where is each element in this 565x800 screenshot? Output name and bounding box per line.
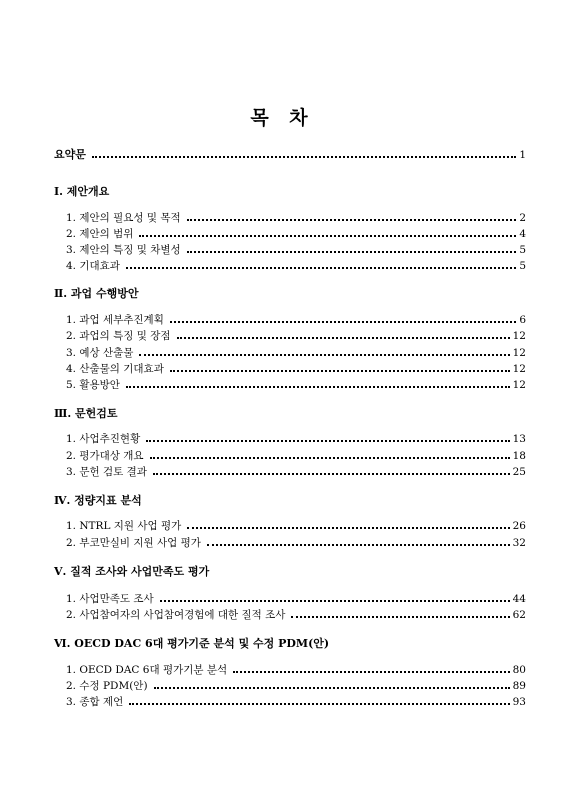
toc-entry-label: 3. 문헌 검토 결과 xyxy=(66,466,147,478)
leader-dots xyxy=(187,219,516,221)
leader-dots xyxy=(160,600,510,602)
toc-entry-page: 62 xyxy=(512,609,526,621)
toc-entry[interactable] xyxy=(0,536,565,550)
toc-entry-page: 26 xyxy=(512,520,526,532)
section-heading-label: Ⅵ. OECD DAC 6대 평가기준 분석 및 수정 PDM(안) xyxy=(54,637,330,650)
toc-entry[interactable] xyxy=(0,378,565,392)
toc-entry-page: 5 xyxy=(519,244,526,256)
toc-entry-page: 44 xyxy=(512,593,526,605)
toc-entry-page: 93 xyxy=(512,696,526,708)
toc-entry[interactable] xyxy=(0,519,565,533)
page-title: 목 차 xyxy=(250,107,315,129)
toc-entry-page: 25 xyxy=(512,466,526,478)
leader-dots xyxy=(126,386,510,388)
leader-dots xyxy=(92,156,516,158)
section-heading-label: Ⅴ. 질적 조사와 사업만족도 평가 xyxy=(54,565,210,578)
leader-dots xyxy=(146,440,510,442)
toc-entry-label: 2. 과업의 특징 및 장점 xyxy=(66,330,171,342)
toc-entry-label: 1. 사업만족도 조사 xyxy=(66,593,154,605)
toc-entry-page: 2 xyxy=(519,212,526,224)
leader-dots xyxy=(187,527,510,529)
toc-entry[interactable] xyxy=(0,592,565,606)
leader-dots xyxy=(170,370,510,372)
toc-entry[interactable] xyxy=(0,608,565,622)
toc-entry-label: 2. 평가대상 개요 xyxy=(66,450,144,462)
toc-entry-label: 3. 종합 제언 xyxy=(66,696,124,708)
toc-entry-label: 5. 활용방안 xyxy=(66,379,120,391)
toc-entry[interactable] xyxy=(0,663,565,677)
toc-section-heading[interactable] xyxy=(0,637,565,651)
toc-entry-label: 4. 산출물의 기대효과 xyxy=(66,363,164,375)
section-heading-label: Ⅰ. 제안개요 xyxy=(54,185,110,198)
toc-section-heading[interactable] xyxy=(0,287,565,301)
toc-entry-page: 13 xyxy=(512,433,526,445)
leader-dots xyxy=(153,473,510,475)
toc-entry-page: 32 xyxy=(512,537,526,549)
leader-dots xyxy=(139,354,510,356)
leader-dots xyxy=(126,267,516,269)
toc-entry[interactable] xyxy=(0,679,565,693)
toc-entry[interactable] xyxy=(0,313,565,327)
toc-entry-label: 1. 과업 세부추진계획 xyxy=(66,314,164,326)
leader-dots xyxy=(177,337,510,339)
toc-entry-page: 1 xyxy=(519,149,526,161)
toc-entry-label: 3. 제안의 특징 및 차별성 xyxy=(66,244,181,256)
leader-dots xyxy=(150,457,510,459)
toc-entry[interactable] xyxy=(0,259,565,273)
toc-entry[interactable] xyxy=(0,465,565,479)
toc-entry[interactable] xyxy=(0,449,565,463)
leader-dots xyxy=(187,251,516,253)
toc-entry-page: 12 xyxy=(512,330,526,342)
toc-entry-page: 6 xyxy=(519,314,526,326)
toc-section-heading[interactable] xyxy=(0,494,565,508)
leader-dots xyxy=(233,671,510,673)
toc-entry-label: 요약문 xyxy=(54,148,86,161)
toc-entry[interactable] xyxy=(0,362,565,376)
toc-entry-page: 12 xyxy=(512,363,526,375)
toc-entry-label: 1. NTRL 지원 사업 평가 xyxy=(66,520,182,532)
toc-entry-label: 1. 제안의 필요성 및 목적 xyxy=(66,212,181,224)
leader-dots xyxy=(129,703,510,705)
toc-entry-label: 4. 기대효과 xyxy=(66,260,120,272)
toc-entry[interactable] xyxy=(0,346,565,360)
toc-entry-label: 2. 수정 PDM(안) xyxy=(66,680,148,692)
toc-entry-summary[interactable] xyxy=(0,148,565,162)
toc-entry-label: 2. 사업참여자의 사업참여경험에 대한 질적 조사 xyxy=(66,609,286,621)
toc-entry[interactable] xyxy=(0,432,565,446)
toc-entry-label: 1. OECD DAC 6대 평가기분 분석 xyxy=(66,664,228,676)
toc-section-heading[interactable] xyxy=(0,407,565,421)
toc-entry-page: 5 xyxy=(519,260,526,272)
toc-entry-page: 80 xyxy=(512,664,526,676)
toc-entry-label: 2. 제안의 범위 xyxy=(66,228,134,240)
leader-dots xyxy=(207,544,510,546)
toc-entry[interactable] xyxy=(0,243,565,257)
leader-dots xyxy=(291,616,510,618)
toc-entry-page: 12 xyxy=(512,347,526,359)
toc-entry-page: 18 xyxy=(512,450,526,462)
leader-dots xyxy=(154,687,510,689)
toc-entry-page: 12 xyxy=(512,379,526,391)
toc-entry[interactable] xyxy=(0,211,565,225)
section-heading-label: Ⅲ. 문헌검토 xyxy=(54,407,118,420)
section-heading-label: Ⅳ. 정량지표 분석 xyxy=(54,494,142,507)
toc-entry[interactable] xyxy=(0,695,565,709)
toc-entry-label: 1. 사업추진현황 xyxy=(66,433,141,445)
toc-section-heading[interactable] xyxy=(0,565,565,579)
toc-entry[interactable] xyxy=(0,227,565,241)
toc-entry-page: 4 xyxy=(519,228,526,240)
leader-dots xyxy=(139,235,516,237)
toc-entry-label: 2. 부코만실비 지원 사업 평가 xyxy=(66,537,201,549)
toc-entry-page: 89 xyxy=(512,680,526,692)
toc-entry-label: 3. 예상 산출물 xyxy=(66,347,134,359)
toc-entry[interactable] xyxy=(0,329,565,343)
leader-dots xyxy=(170,321,516,323)
section-heading-label: Ⅱ. 과업 수행방안 xyxy=(54,287,139,300)
toc-section-heading[interactable] xyxy=(0,185,565,199)
